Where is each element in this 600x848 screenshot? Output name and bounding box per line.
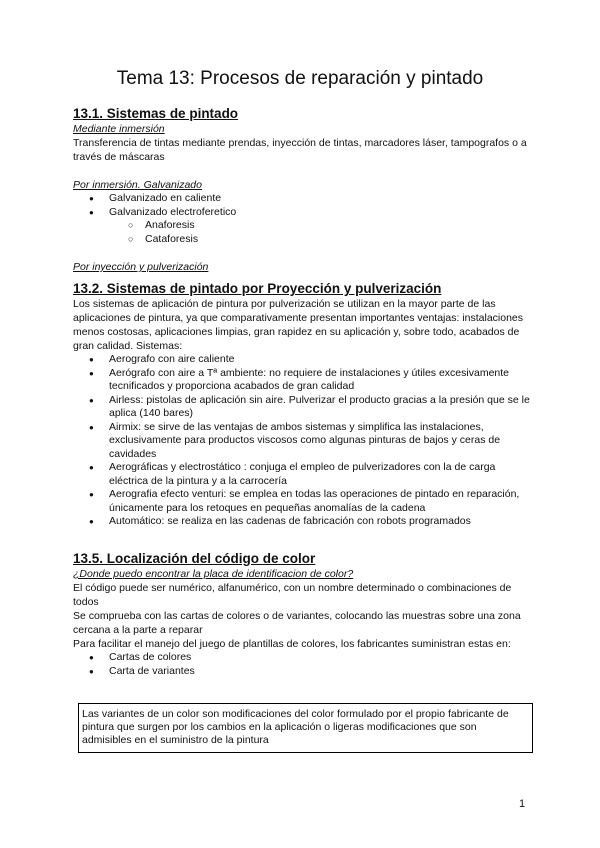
list-item: ● Aerográficas y electrostático : conjuga el empleo de pulverizadores con la de carga eléctrica de la pintura y a la carrocería [73,461,533,488]
sub-list-item: ○ Cataforesis [73,233,533,247]
subheading-galvanizado: Por inmersión. Galvanizado [73,179,202,191]
list-item: ● Galvanizado en caliente [73,192,533,206]
list-item: ● Aerografo con aire caliente [73,353,533,367]
document-title: Tema 13: Procesos de reparación y pintado [116,68,484,89]
section-heading: 13.2. Sistemas de pintado por Proyección y pulverización [73,281,442,296]
list-item: ● Automático: se realiza en las cadenas de fabricación con robots programados [73,515,533,529]
subheading-inyeccion: Por inyección y pulverización [73,261,209,273]
list-item: ● Carta de variantes [73,665,533,679]
subheading-placa: ¿Donde puedo encontrar la placa de identificacion de color? [73,568,354,580]
paragraph: Se comprueba con las cartas de colores o de variantes, colocando las muestras sobre una zona cercana a la parte a reparar [73,610,521,636]
list-item: ● Airless: pistolas de aplicación sin aire. Pulverizar el producto gracias a la presión que se le aplica (140 bares) [73,394,533,421]
paragraph: Transferencia de tintas mediante prendas, inyección de tintas, marcadores láser, tampografos o a través de máscaras [73,137,527,163]
paragraph: El código puede ser numérico, alfanumérico, con un nombre determinado o combinaciones de todos [73,582,512,608]
section-13-5 [73,551,533,678]
subheading-inmersion: Mediante inmersión [73,123,165,135]
bullet-list [73,651,533,678]
paragraph: Los sistemas de aplicación de pintura por pulverización se utilizan en la mayor parte de las aplicaciones de pintura, ya que comparativamente presentan importantes ventajas: instalaciones menos costosas, aplicaciones limpias, gran rapidez en su aplicación y, sobre todo, acabados de gran calidad. Sistemas: [73,298,524,352]
section-heading: 13.1. Sistemas de pintado [73,106,239,121]
list-item: ● Cartas de colores [73,651,533,665]
note-text: Las variantes de un color son modificaciones del color formulado por el propio fabricante de pintura que surgen por los cambios en la aplicación o ligeras modificaciones que son admisibles en el suministro de la pintura [82,708,509,746]
list-item: ● Aerógrafo con aire a Tª ambiente: no requiere de instalaciones y útiles excesivamente tecnificados y proporciona acabados de gran calidad [73,367,533,394]
section-13-2 [73,281,533,529]
note-box [78,703,533,753]
paragraph: Para facilitar el manejo del juego de plantillas de colores, los fabricantes suministran estas en: [73,638,511,650]
sub-list-item: ○ Anaforesis [73,219,533,233]
page-number: 1 [519,798,526,810]
section-heading: 13.5. Localización del código de color [73,551,316,566]
list-item: ● Galvanizado electroferetico [73,206,533,220]
bullet-list [73,192,533,246]
list-item: ● Aerografia efecto venturi: se emplea en todas las operaciones de pintado en reparación, únicamente para los retoques en pequeñas anomalías de la cadena [73,488,533,515]
bullet-list [73,353,533,529]
section-13-1 [73,106,533,274]
list-item: ● Airmix: se sirve de las ventajas de ambos sistemas y simplifica las instalaciones, exclusivamente para productos viscosos como algunas pinturas de bajos y ceras de cavidades [73,421,533,462]
